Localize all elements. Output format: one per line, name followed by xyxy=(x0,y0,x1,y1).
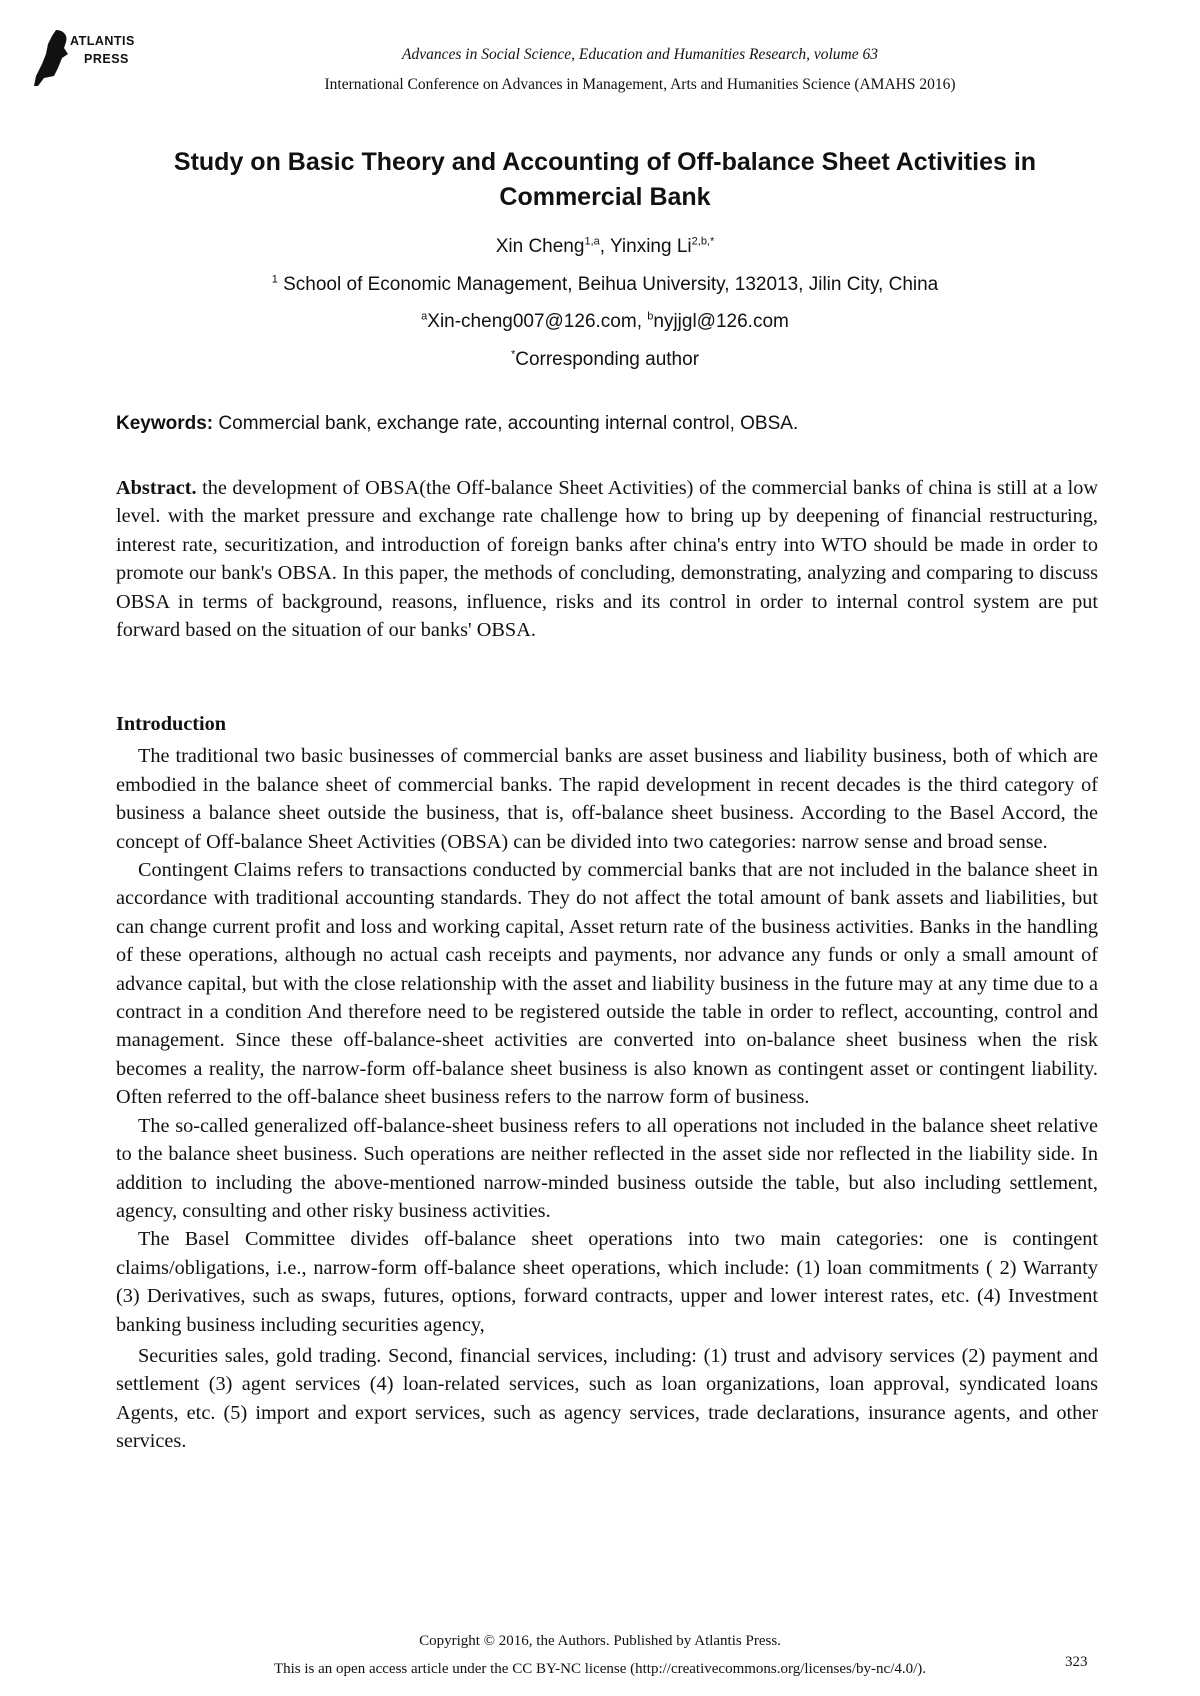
paragraph: The so-called generalized off-balance-sheet business refers to all operations not included in the balance sheet relative to the balance sheet business. Such operations are neither reflected in the asset side nor reflected in the liability side. In addition to including the above-mentioned narrow-minded business outside the table, but also including settlement, agency, consulting and other risky business activities. xyxy=(116,1114,1098,1222)
abstract xyxy=(116,474,1098,644)
introduction-section xyxy=(116,710,1098,1456)
email-separator: , xyxy=(636,311,648,332)
author-name: Yinxing Li xyxy=(609,236,692,257)
page-number: 323 xyxy=(1065,1654,1088,1670)
keywords-label: Keywords: xyxy=(116,413,214,434)
email-superscript: b xyxy=(647,310,654,323)
email-superscript: a xyxy=(421,310,428,323)
paragraph: The traditional two basic businesses of commercial banks are asset business and liability business, both of which are embodied in the balance sheet of commercial banks. The rapid development in recent decades is the third category of business a balance sheet outside the business, that is, off-balance sheet business. According to the Basel Accord, the concept of Off-balance Sheet Activities (OBSA) can be divided into two categories: narrow sense and broad sense. xyxy=(116,745,1098,853)
journal-series-header: Advances in Social Science, Education and Humanities Research, volume 63 xyxy=(402,46,878,63)
authors-line xyxy=(0,236,1200,258)
author-separator: , xyxy=(599,236,610,257)
email-link[interactable]: Xin-cheng007@126.com xyxy=(427,311,637,332)
paragraph: The Basel Committee divides off-balance sheet operations into two main categories: one is contingent claims/obligations, i.e., narrow-form off-balance sheet operations, which include: (1) loan commitments ( 2) Warranty (3) Derivatives, such as swaps, futures, options, forward contracts, upper and lower interest rates, etc. (4) Investment banking business including securities agency, xyxy=(116,1228,1098,1336)
corresponding-author xyxy=(0,349,1200,371)
corresponding-superscript: * xyxy=(510,348,516,361)
author-name: Xin Cheng xyxy=(495,236,585,257)
abstract-label: Abstract. xyxy=(116,477,197,499)
email-link[interactable]: nyjjgl@126.com xyxy=(653,311,789,332)
conference-header: International Conference on Advances in Management, Arts and Humanities Science (AMAHS 2016) xyxy=(324,76,956,93)
affiliation-superscript: 1 xyxy=(271,273,278,286)
section-heading: Introduction xyxy=(116,713,227,735)
keywords xyxy=(116,412,1098,436)
author-superscript: 2,b,* xyxy=(691,235,715,248)
logo-text-atlantis: ATLANTIS xyxy=(70,34,135,48)
paragraph: Securities sales, gold trading. Second, financial services, including: (1) trust and advisory services (2) payment and settlement (3) agent services (4) loan-related services, such as loan organizations, loan approval, syndicated loans Agents, etc. (5) import and export services, such as agency services, trade declarations, insurance agents, and other services. xyxy=(116,1344,1098,1453)
paragraph: Contingent Claims refers to transactions conducted by commercial banks that are not included in the balance sheet in accordance with traditional accounting standards. They do not affect the total amount of bank assets and liabilities, but can change current profit and loss and working capital, Asset return rate of the business activities. Banks in the handling of these operations, although no actual cash receipts and payments, nor advance any funds or only a small amount of advance capital, but with the close relationship with the asset and liability business in the future may at any time due to a contract in a condition And therefore need to be registered outside the table in order to reflect, accounting, control and management. Since these off-balance-sheet activities are converted into on-balance sheet business when the risk becomes a reality, the narrow-form off-balance sheet business is also known as contingent asset or contingent liability. Often referred to the off-balance sheet business refers to the narrow form of business. xyxy=(116,859,1098,1109)
emails xyxy=(0,311,1200,333)
affiliation xyxy=(0,274,1200,296)
paper-title: Study on Basic Theory and Accounting of Off-balance Sheet Activities in Commercial Bank xyxy=(173,148,1037,211)
affiliation-text: School of Economic Management, Beihua University, 132013, Jilin City, China xyxy=(277,274,939,295)
footer-license: This is an open access article under the CC BY-NC license (http://creativecommons.org/licenses/by-nc/4.0/). xyxy=(273,1661,927,1677)
abstract-text: the development of OBSA(the Off-balance Sheet Activities) of the commercial banks of china is still at a low level. with the market pressure and exchange rate challenge how to bring up by deepening of financial restructuring, interest rate, securitization, and introduction of foreign banks after china's entry into WTO should be made in order to promote our bank's OBSA. In this paper, the methods of concluding, demonstrating, analyzing and comparing to discuss OBSA in terms of background, reasons, influence, risks and its control in order to internal control system are put forward based on the situation of our banks' OBSA. xyxy=(116,477,1098,642)
footer-copyright: Copyright © 2016, the Authors. Published by Atlantis Press. xyxy=(419,1633,781,1649)
logo-text-press: PRESS xyxy=(84,52,129,66)
keywords-text: Commercial bank, exchange rate, accounting internal control, OBSA. xyxy=(213,413,799,434)
author-superscript: 1,a xyxy=(584,235,600,248)
corresponding-text: Corresponding author xyxy=(515,349,700,370)
